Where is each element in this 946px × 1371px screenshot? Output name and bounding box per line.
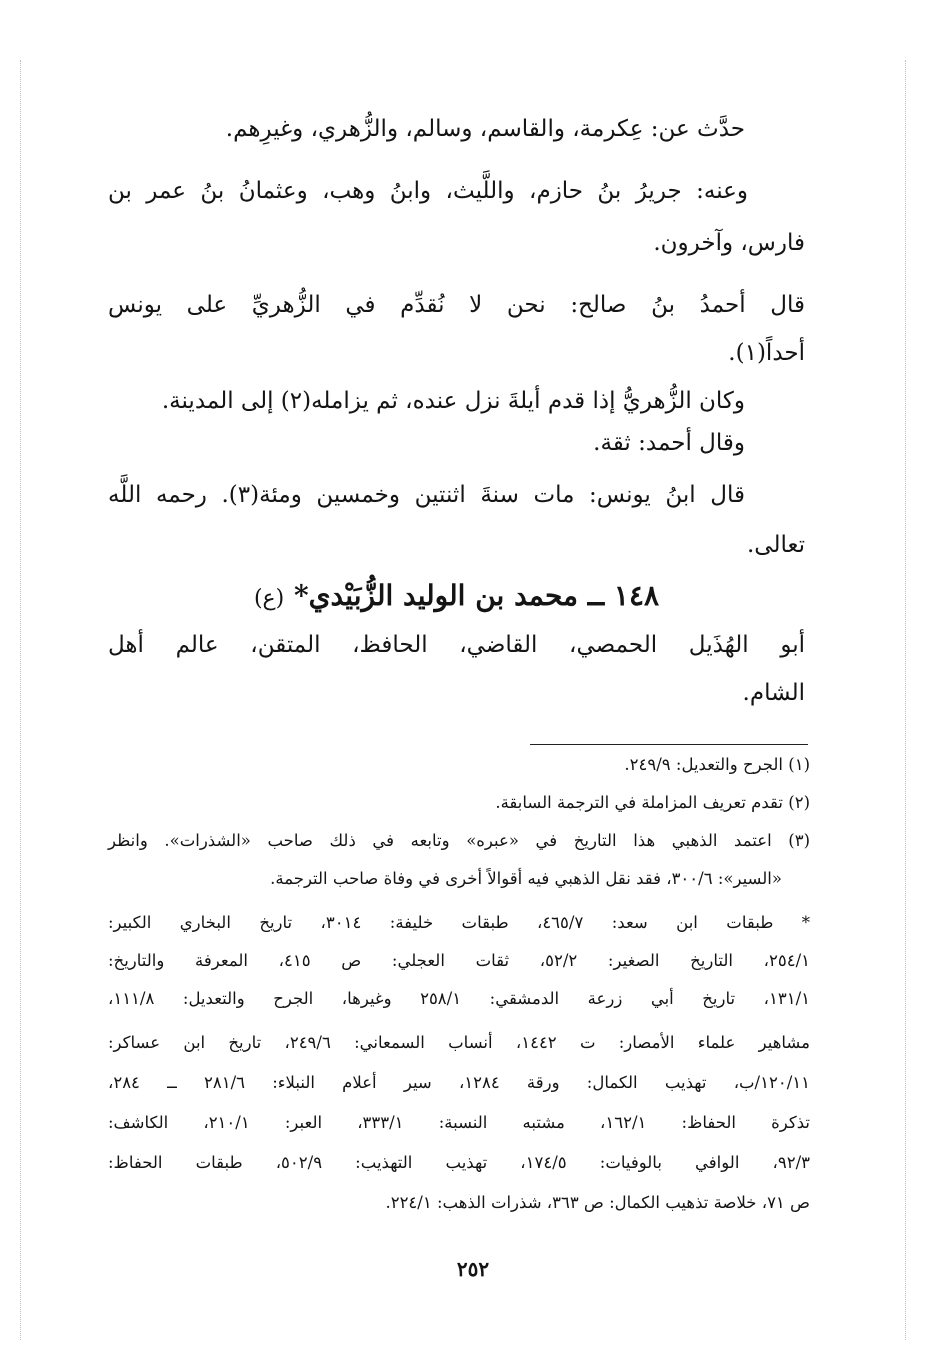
sources-line-6: تذكرة الحفاظ: ١٦٢/١، مشتبه النسبة: ٣٣٣/١، العبر: ٢١٠/١، الكاشف: (108, 1113, 810, 1132)
footnote-3-line-1: (٣) اعتمد الذهبي هذا التاريخ في «عبره» وتابعه في ذلك صاحب «الشذرات». وانظر (108, 831, 810, 850)
body-line-sham: الشام. (742, 680, 805, 706)
body-line-ahmad-thiqa: وقال أحمد: ثقة. (593, 430, 745, 456)
sources-line-8: ص ٧١، خلاصة تذهيب الكمال: ص ٣٦٣، شذرات الذهب: ٢٢٤/١. (385, 1193, 810, 1212)
body-line-taala: تعالى. (747, 532, 805, 558)
sources-line-4: مشاهير علماء الأمصار: ت ١٤٤٢، أنساب السمعاني: ٢٤٩/٦، تاريخ ابن عساكر: (108, 1033, 810, 1052)
page-number: ٢٥٢ (456, 1257, 490, 1281)
body-line-narrators-from-him: وعنه: جريرُ بنُ حازم، واللَّيث، وابنُ وهب، وعثمانُ بنُ عمر بن (108, 178, 748, 204)
body-line-zuhri-ayla: وكان الزُّهريُّ إذا قدم أيلةَ نزل عنده، ثم يزامله(٢) إلى المدينة. (161, 388, 745, 414)
sources-line-2: ٢٥٤/١، التاريخ الصغير: ٥٢/٢، ثقات العجلي: ص ٤١٥، المعرفة والتاريخ: (108, 951, 810, 970)
footnote-3-line-2: «السير»: ٣٠٠/٦، فقد نقل الذهبي فيه أقوالاً أخرى في وفاة صاحب الترجمة. (270, 869, 782, 888)
scan-margin-dots-left (20, 60, 22, 1340)
body-line-ahadan: أحداً(١). (728, 340, 805, 366)
body-line-others: فارس، وآخرون. (653, 230, 805, 256)
footnote-separator (530, 744, 808, 745)
sources-line-7: ٩٢/٣، الوافي بالوفيات: ١٧٤/٥، تهذيب التهذيب: ٥٠٢/٩، طبقات الحفاظ: (108, 1153, 810, 1172)
footnote-2: (٢) تقدم تعريف المزاملة في الترجمة السابقة. (495, 793, 810, 812)
body-line-ibn-yunus: قال ابنُ يونس: مات سنةَ اثنتين وخمسين ومئة(٣). رحمه اللَّه (108, 482, 745, 508)
footnote-1: (١) الجرح والتعديل: ٢٤٩/٩. (624, 755, 810, 774)
sources-line-5: ١٢٠/١١/ب، تهذيب الكمال: ورقة ١٢٨٤، سير أعلام النبلاء: ٢٨١/٦ ــ ٢٨٤، (108, 1073, 810, 1092)
sources-line-1: * طبقات ابن سعد: ٤٦٥/٧، طبقات خليفة: ٣٠١٤، تاريخ البخاري الكبير: (108, 913, 810, 932)
entry-heading (108, 576, 805, 619)
entry-heading-title: ١٤٨ ــ محمد بن الوليد الزُّبَيْدي* (294, 579, 660, 612)
sources-line-3: ١٣١/١، تاريخ أبي زرعة الدمشقي: ٢٥٨/١ وغيرها، الجرح والتعديل: ١١١/٨، (108, 989, 810, 1008)
body-line-ahmad-ibn-salih: قال أحمدُ بنُ صالح: نحن لا نُقدِّم في الزُّهريِّ على يونس (108, 292, 805, 318)
body-line-abu-hudhayl: أبو الهُذَيل الحمصي، القاضي، الحافظ، المتقن، عالم أهل (108, 632, 805, 658)
scan-margin-dots-right (905, 60, 907, 1340)
body-line-narrated-from: حدَّث عن: عِكرمة، والقاسم، وسالم، والزُّهري، وغيرِهم. (225, 116, 745, 142)
entry-heading-symbol: (ع) (253, 586, 285, 611)
